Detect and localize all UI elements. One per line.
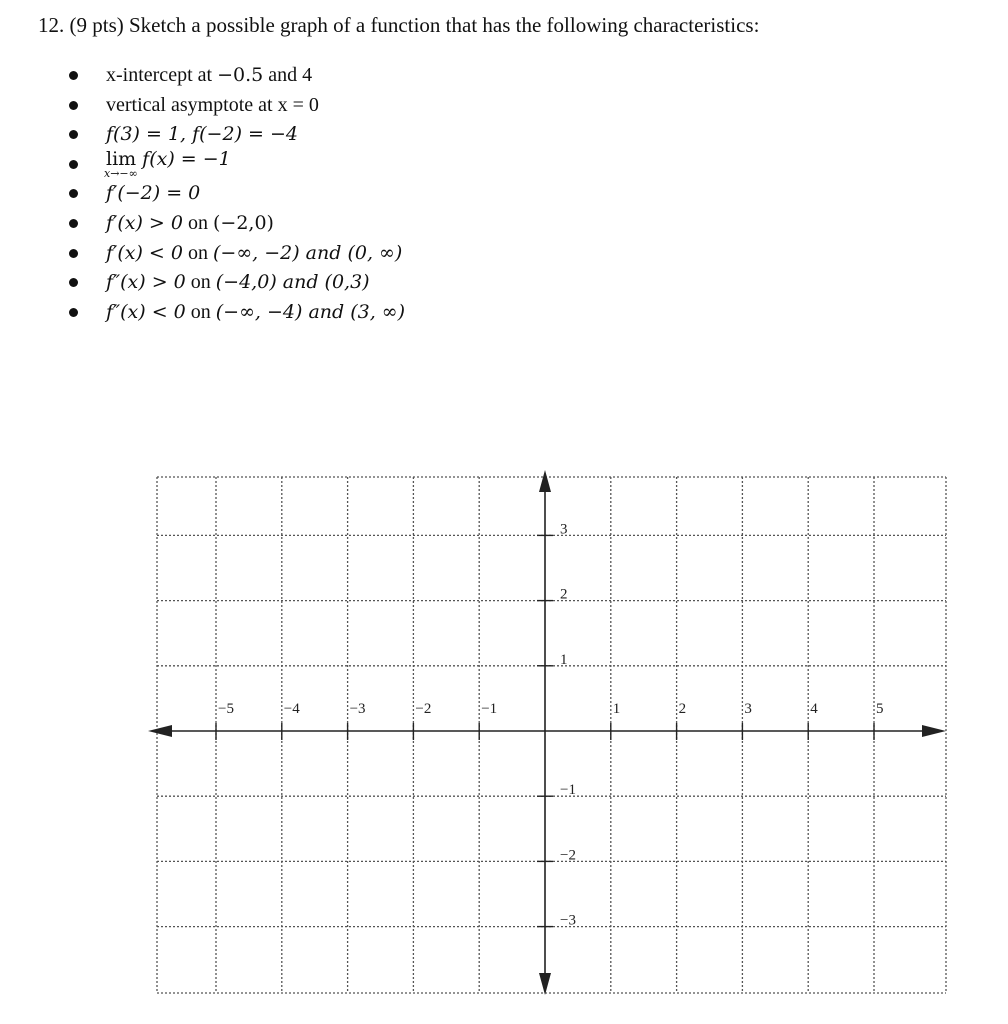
grid-lines [157,477,946,993]
bullet-icon [69,160,78,169]
bullet-icon [69,189,78,198]
y-axis-up-arrow [539,470,551,492]
y-tick-label: −2 [560,847,576,864]
x-tick-label: 2 [678,701,687,717]
item-math: f″(x) < 0 [106,300,186,323]
item-text: on [182,241,213,264]
item-interval: (−2,0) [212,211,274,234]
item-math: f(x) = −1 [142,147,231,170]
x-tick-label: −2 [415,701,432,717]
x-tick-label: −3 [349,701,366,717]
question-prompt: Sketch a possible graph of a function that has the following characteristics: [129,13,760,37]
y-axis-down-arrow [539,973,551,995]
y-tick-label: −1 [560,782,576,799]
item-text: on [185,300,216,323]
item-math: f′(x) < 0 [106,241,183,264]
x-tick-label: −4 [283,701,300,717]
item-math: −0.5 [217,64,264,86]
limit-subscript: x→−∞ [104,166,138,180]
x-axis-left-arrow [148,725,172,737]
y-tick-label: −3 [560,912,576,929]
x-axis-right-arrow [922,725,946,737]
x-tick-label: 5 [876,701,884,717]
item-math: f″(x) > 0 [106,271,186,294]
bullet-icon [69,219,78,228]
axes [148,470,946,995]
question-points: (9 pts) [69,13,124,37]
item-math: f(3) = 1, f(−2) = −4 [106,123,298,146]
item-math: f′(−2) = 0 [106,182,201,205]
x-tick-label: 3 [744,701,752,717]
item-text: on [182,211,213,234]
x-tick-label: 4 [810,701,818,717]
bullet-icon [69,278,78,287]
item-text: vertical asymptote at x = 0 [106,93,319,116]
tick-labels [218,521,884,928]
tick-marks [216,535,874,926]
question-heading [38,13,759,38]
item-interval: (−∞, −2) and (0, ∞) [212,241,403,264]
bullet-icon [69,101,78,110]
item-interval: (−4,0) and (0,3) [215,271,370,294]
question-number: 12. [38,13,65,37]
bullet-icon [69,130,78,139]
bullet-icon [69,308,78,317]
item-text: x-intercept at [106,64,218,86]
item-text: and 4 [263,64,313,86]
item-text: on [185,271,216,294]
item-interval: (−∞, −4) and (3, ∞) [215,300,406,323]
x-tick-label: −1 [481,701,498,717]
y-tick-label: 2 [560,586,568,603]
y-tick-label: 1 [560,651,568,668]
bullet-icon [69,71,78,80]
item-math: f′(x) > 0 [106,211,183,234]
y-tick-label: 3 [560,521,568,538]
limit-word: lim [106,147,137,170]
x-tick-label: −5 [218,701,234,717]
x-tick-label: 1 [612,701,621,717]
bullet-icon [69,249,78,258]
